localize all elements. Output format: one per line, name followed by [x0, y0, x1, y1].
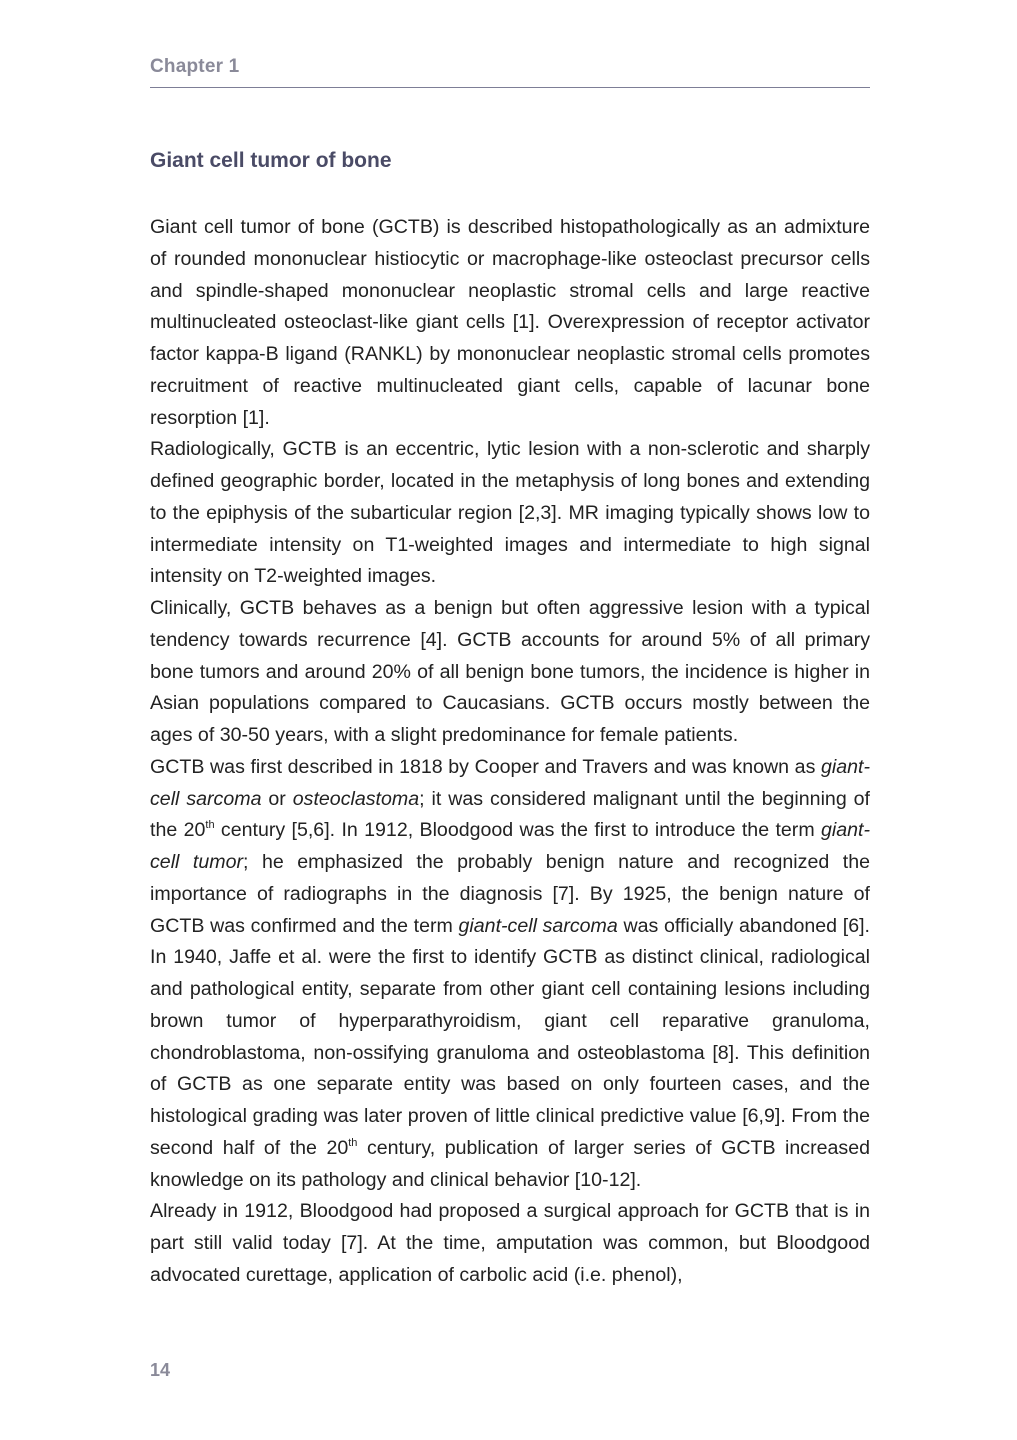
header-divider	[150, 87, 870, 88]
superscript: th	[205, 819, 215, 832]
text-run: was officially abandoned [6]. In 1940, Jaffe et al. were the first to identify GCTB as distinct clinical, radiological and pathological entity, separate from other giant cell containing lesions including brown tumor of hyperparathyroidism, giant cell reparative granuloma, chondroblastoma, non-ossifying granuloma and osteoblastoma [8]. This definition of GCTB as one separate entity was based on only fourteen cases, and the histological grading was later proven of little clinical predictive value [6,9]. From the second half of the 20	[150, 914, 870, 1159]
italic-term: giant-cell tumor	[150, 819, 870, 873]
superscript: th	[348, 1136, 358, 1149]
paragraph-histopathology: Giant cell tumor of bone (GCTB) is described histopathologically as an admixture of rounded mononuclear histiocytic or macrophage-like osteoclast precursor cells and spindle-shaped mononuclear neoplastic stromal cells and large reactive multinucleated osteoclast-like giant cells [1]. Overexpression of receptor activator factor kappa-B ligand (RANKL) by mononuclear neoplastic stromal cells promotes recruitment of reactive multinucleated giant cells, capable of lacunar bone resorption [1].	[150, 216, 870, 429]
body-text	[150, 212, 870, 1292]
text-run: century [5,6]. In 1912, Bloodgood was the first to introduce the term	[214, 819, 821, 842]
section-title: Giant cell tumor of bone	[150, 149, 392, 172]
page-number: 14	[150, 1360, 171, 1380]
italic-term: giant-cell sarcoma	[458, 914, 618, 937]
text-run: ; he emphasized the probably benign nature and recognized the importance of radiographs in the diagnosis [7]. By 1925, the benign nature of GCTB was confirmed and the term	[150, 851, 870, 937]
paragraph-surgery: Already in 1912, Bloodgood had proposed a surgical approach for GCTB that is in part still valid today [7]. At the time, amputation was common, but Bloodgood advocated curettage, application of carbolic acid (i.e. phenol),	[150, 1200, 870, 1286]
italic-term: osteoclastoma	[292, 787, 420, 810]
italic-term: giant-cell sarcoma	[150, 755, 870, 810]
paragraph-radiology: Radiologically, GCTB is an eccentric, lytic lesion with a non-sclerotic and sharply defined geographic border, located in the metaphysis of long bones and extending to the epiphysis of the subarticular region [2,3]. MR imaging typically shows low to intermediate intensity on T1-weighted images and intermediate to high signal intensity on T2-weighted images.	[150, 438, 870, 588]
text-run: GCTB was first described in 1818 by Cooper and Travers and was known as	[150, 755, 821, 778]
paragraph-clinical: Clinically, GCTB behaves as a benign but often aggressive lesion with a typical tendency towards recurrence [4]. GCTB accounts for around 5% of all primary bone tumors and around 20% of all benign bone tumors, the incidence is higher in Asian populations compared to Caucasians. GCTB occurs mostly between the ages of 30-50 years, with a slight predominance for female patients.	[150, 597, 870, 746]
text-run: ; it was considered malignant until the beginning of the 20	[150, 787, 870, 842]
text-run: or	[261, 787, 293, 810]
running-header-chapter: Chapter 1	[150, 56, 240, 77]
paragraph-history	[150, 752, 870, 1197]
text-run: century, publication of larger series of GCTB increased knowledge on its pathology and clinical behavior [10-12].	[150, 1136, 870, 1191]
